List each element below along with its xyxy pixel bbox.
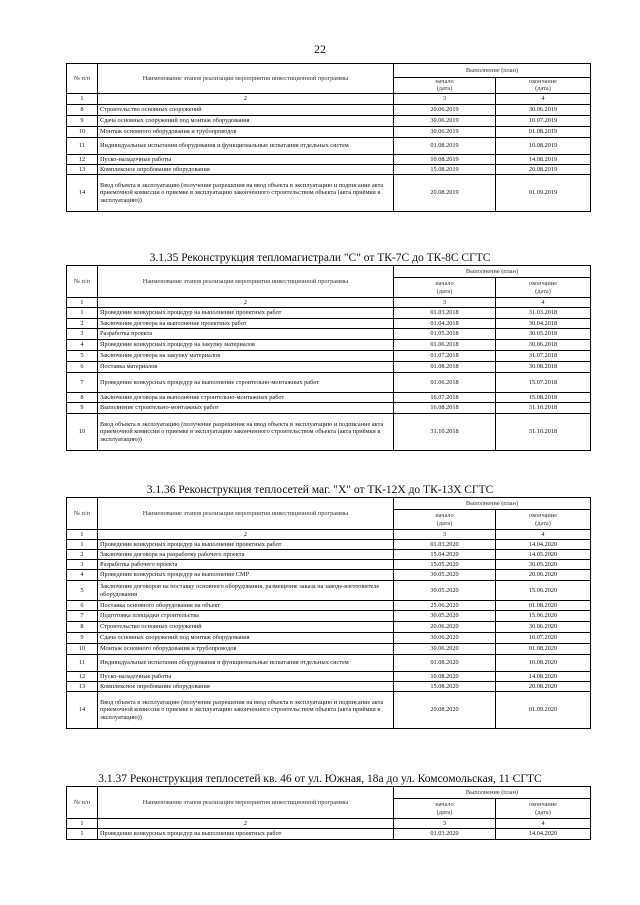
section-title: 3.1.36 Реконструкция теплосетей маг. "Х" от ТК-12Х до ТК-13Х СГТС (146, 484, 494, 496)
stage-name: Строительство основных сооружений (98, 104, 394, 115)
stage-name: Индивидуальные испытания оборудования и функциональные испытания отдельных систем (98, 655, 394, 672)
row-number: 9 (67, 633, 98, 644)
table-row (67, 622, 591, 633)
schedule-table (66, 63, 591, 212)
stage-name: Выполнение строительно-монтажных работ (98, 403, 394, 414)
column-header-name: Наименование этапов реализации мероприятия инвестиционной программы (98, 498, 394, 530)
row-number: 8 (67, 622, 98, 633)
end-date: 10.07.2019 (496, 115, 591, 126)
stage-name: Комплексное опробование оборудования (98, 682, 394, 692)
column-header-execution: Выполнение (план) (394, 787, 591, 799)
row-number: 1 (67, 829, 98, 840)
start-date: 01.06.2018 (394, 340, 496, 351)
row-number: 4 (67, 570, 98, 581)
table-row (67, 829, 591, 840)
start-date: 15.04.2020 (394, 550, 496, 560)
row-number: 10 (67, 126, 98, 137)
column-header-start-label: начало (435, 280, 454, 288)
start-date: 01.05.2018 (394, 329, 496, 340)
column-number: 4 (496, 298, 591, 308)
start-date: 25.06.2020 (394, 601, 496, 611)
column-header-date-label: (дата) (436, 808, 453, 816)
end-date: 31.10.2018 (496, 403, 591, 414)
schedule-table (66, 786, 591, 840)
column-header-date-label: (дата) (535, 287, 551, 295)
row-number: 3 (67, 329, 98, 340)
table-header-row (67, 266, 591, 278)
table-row (67, 126, 591, 137)
end-date: 30.06.2018 (496, 340, 591, 351)
column-header-num: № п/п (67, 787, 98, 819)
table-row (67, 570, 591, 581)
start-date: 30.06.2020 (394, 644, 496, 655)
end-date: 30.05.2018 (496, 329, 591, 340)
start-date: 30.05.2020 (394, 581, 496, 601)
end-date: 01.08.2020 (496, 601, 591, 611)
start-date: 01.03.2020 (394, 540, 496, 550)
end-date: 15.07.2018 (496, 373, 591, 393)
table-row (67, 581, 591, 601)
stage-name: Разработка рабочего проекта (98, 560, 394, 570)
column-number: 3 (394, 298, 496, 308)
table-row (67, 655, 591, 672)
column-number: 4 (496, 530, 591, 540)
column-number: 3 (394, 530, 496, 540)
start-date: 15.08.2019 (394, 164, 496, 174)
end-date: 10.08.2020 (496, 655, 591, 672)
start-date: 15.08.2020 (394, 682, 496, 692)
start-date: 20.06.2019 (394, 104, 496, 115)
end-date: 14.08.2019 (496, 154, 591, 164)
row-number: 2 (67, 550, 98, 560)
end-date: 10.07.2020 (496, 633, 591, 644)
table-row (67, 154, 591, 164)
stage-name: Строительство основных сооружений (98, 622, 394, 633)
start-date: 16.08.2018 (394, 403, 496, 414)
column-header-start-label: начало (435, 78, 454, 85)
table-row (67, 540, 591, 550)
section-title: 3.1.37 Реконструкция теплосетей кв. 46 от ул. Южная, 18а до ул. Комсомольская, 11 СГТС (98, 773, 542, 785)
row-number: 11 (67, 137, 98, 154)
column-header-end-label: окончание (529, 280, 557, 288)
table-row (67, 174, 591, 211)
start-date: 01.03.2020 (394, 829, 496, 840)
table-row (67, 362, 591, 373)
column-header-execution: Выполнение (план) (394, 498, 591, 510)
stage-name: Заключение договора на выполнение проектных работ (98, 319, 394, 329)
stage-name: Проведение конкурсных процедур на выполнение проектных работ (98, 540, 394, 550)
schedule-table (66, 265, 591, 451)
table-row (67, 672, 591, 682)
start-date: 30.06.2019 (394, 115, 496, 126)
end-date: 01.08.2019 (496, 126, 591, 137)
row-number: 8 (67, 393, 98, 403)
column-header-date-label: (дата) (436, 519, 453, 527)
table-row (67, 164, 591, 174)
stage-name: Сдача основных сооружений под монтаж оборудования (98, 115, 394, 126)
start-date: 01.08.2020 (394, 655, 496, 672)
column-number: 3 (394, 819, 496, 829)
stage-name: Проведение конкурсных процедур на выполнение проектных работ (98, 829, 394, 840)
stage-name: Подготовка площадки строительства (98, 611, 394, 622)
table-row (67, 403, 591, 414)
column-number: 1 (67, 93, 98, 104)
column-header-date-label: (дата) (535, 808, 551, 816)
column-number: 1 (67, 819, 98, 829)
end-date: 15.06.2020 (496, 611, 591, 622)
start-date: 01.03.2018 (394, 308, 496, 319)
stage-name: Ввод объекта в эксплуатацию (получение разрешения на ввод объекта в эксплуатацию и подписание акта приемочной комиссии о приемке в эксплуатацию законченного строительством объекта (акта приёмки в эксплуатацию)) (98, 174, 394, 211)
stage-name: Заключение договоров на поставку основного оборудования, размещение заказа на заводе-изготовителе оборудования (98, 581, 394, 601)
column-header-date-label: (дата) (535, 85, 551, 93)
column-number: 2 (98, 93, 394, 104)
column-header-end (496, 799, 591, 819)
table-row (67, 319, 591, 329)
end-date: 30.06.2020 (496, 622, 591, 633)
column-header-start (394, 510, 496, 530)
stage-name: Проведение конкурсных процедур на выполнение строительно-монтажных работ (98, 373, 394, 393)
column-header-start-label: начало (435, 801, 454, 809)
column-header-start-label: начало (435, 512, 454, 520)
row-number: 12 (67, 154, 98, 164)
page-number: 22 (314, 42, 326, 56)
table-row (67, 601, 591, 611)
column-header-num: № п/п (67, 266, 98, 298)
column-header-end (496, 510, 591, 530)
column-header-end-label: окончание (529, 78, 557, 85)
stage-name: Монтаж основного оборудования и трубопроводов (98, 126, 394, 137)
column-number: 1 (67, 298, 98, 308)
stage-name: Проведение конкурсных процедур на закупку материалов (98, 340, 394, 351)
table-row (67, 351, 591, 362)
start-date: 30.05.2020 (394, 611, 496, 622)
row-number: 13 (67, 164, 98, 174)
start-date: 01.08.2019 (394, 137, 496, 154)
row-number: 1 (67, 308, 98, 319)
table-row (67, 611, 591, 622)
stage-name: Проведение конкурсных процедур на выполнение проектных работ (98, 308, 394, 319)
start-date: 01.07.2018 (394, 351, 496, 362)
row-number: 4 (67, 340, 98, 351)
end-date: 30.08.2018 (496, 362, 591, 373)
end-date: 30.06.2019 (496, 104, 591, 115)
row-number: 10 (67, 414, 98, 451)
start-date: 30.06.2020 (394, 633, 496, 644)
column-header-end (496, 78, 591, 94)
end-date: 31.10.2018 (496, 414, 591, 451)
row-number: 6 (67, 362, 98, 373)
end-date: 15.06.2020 (496, 581, 591, 601)
end-date: 30.04.2018 (496, 319, 591, 329)
table-row (67, 329, 591, 340)
stage-name: Сдача основных сооружений под монтаж оборудования (98, 633, 394, 644)
table-header-row (67, 64, 591, 78)
end-date: 20.08.2019 (496, 164, 591, 174)
column-header-start (394, 799, 496, 819)
table-row (67, 644, 591, 655)
row-number: 9 (67, 115, 98, 126)
end-date: 20.06.2020 (496, 570, 591, 581)
start-date: 30.05.2020 (394, 570, 496, 581)
stage-name: Заключение договора на выполнение строительно-монтажных работ (98, 393, 394, 403)
start-date: 10.08.2020 (394, 672, 496, 682)
start-date: 15.05.2020 (394, 560, 496, 570)
stage-name: Ввод объекта в эксплуатацию (получение разрешения на ввод объекта в эксплуатацию и подписание акта приемочной комиссии о приемке в эксплуатацию законченного строительством объекта (акта приёмки в эксплуатацию)) (98, 414, 394, 451)
column-number-row (67, 298, 591, 308)
column-header-start (394, 278, 496, 298)
start-date: 30.06.2019 (394, 126, 496, 137)
stage-name: Поставка материалов (98, 362, 394, 373)
row-number: 5 (67, 581, 98, 601)
column-number-row (67, 819, 591, 829)
row-number: 1 (67, 540, 98, 550)
start-date: 10.08.2019 (394, 154, 496, 164)
column-number: 3 (394, 93, 496, 104)
end-date: 14.08.2020 (496, 672, 591, 682)
stage-name: Поставка основного оборудования на объект (98, 601, 394, 611)
table-row (67, 550, 591, 560)
column-number: 1 (67, 530, 98, 540)
column-number: 2 (98, 298, 394, 308)
column-number: 4 (496, 93, 591, 104)
table-row (67, 373, 591, 393)
end-date: 14.04.2020 (496, 829, 591, 840)
end-date: 10.08.2019 (496, 137, 591, 154)
section-title: 3.1.35 Реконструкция тепломагистрали "С" от ТК-7С до ТК-8С СГТС (149, 252, 491, 264)
end-date: 30.05.2020 (496, 560, 591, 570)
column-number-row (67, 93, 591, 104)
column-header-date-label: (дата) (535, 519, 551, 527)
end-date: 01.09.2020 (496, 692, 591, 729)
table-row (67, 633, 591, 644)
start-date: 16.07.2018 (394, 393, 496, 403)
row-number: 14 (67, 692, 98, 729)
start-date: 01.08.2018 (394, 362, 496, 373)
column-header-start (394, 78, 496, 94)
column-header-execution: Выполнение (план) (394, 266, 591, 278)
column-header-date-label: (дата) (436, 287, 453, 295)
table-row (67, 692, 591, 729)
column-header-name: Наименование этапов реализации мероприятия инвестиционной программы (98, 64, 394, 94)
stage-name: Комплексное опробование оборудования (98, 164, 394, 174)
column-header-execution: Выполнение (план) (394, 64, 591, 78)
end-date: 14.04.2020 (496, 540, 591, 550)
row-number: 11 (67, 655, 98, 672)
stage-name: Пуско-наладочные работы (98, 154, 394, 164)
row-number: 14 (67, 174, 98, 211)
stage-name: Заключение договора на закупку материалов (98, 351, 394, 362)
row-number: 5 (67, 351, 98, 362)
stage-name: Пуско-наладочные работы (98, 672, 394, 682)
end-date: 14.05.2020 (496, 550, 591, 560)
table-row (67, 560, 591, 570)
stage-name: Монтаж основного оборудования и трубопроводов (98, 644, 394, 655)
stage-name: Ввод объекта в эксплуатацию (получение разрешения на ввод объекта в эксплуатацию и подписание акта приемочной комиссии о приемке в эксплуатацию законченного строительством объекта (акта приёмки в эксплуатацию)) (98, 692, 394, 729)
start-date: 01.06.2018 (394, 373, 496, 393)
table-row (67, 340, 591, 351)
column-header-end-label: окончание (529, 801, 557, 809)
start-date: 20.06.2020 (394, 622, 496, 633)
table-row (67, 414, 591, 451)
row-number: 6 (67, 601, 98, 611)
row-number: 2 (67, 319, 98, 329)
column-header-num: № п/п (67, 64, 98, 94)
column-header-date-label: (дата) (436, 85, 453, 93)
table-header-row (67, 787, 591, 799)
row-number: 7 (67, 611, 98, 622)
end-date: 01.08.2020 (496, 644, 591, 655)
stage-name: Индивидуальные испытания оборудования и функциональные испытания отдельных систем (98, 137, 394, 154)
column-number: 2 (98, 819, 394, 829)
row-number: 7 (67, 373, 98, 393)
column-number: 4 (496, 819, 591, 829)
table-row (67, 682, 591, 692)
start-date: 01.04.2018 (394, 319, 496, 329)
row-number: 3 (67, 560, 98, 570)
end-date: 31.03.2018 (496, 308, 591, 319)
table-row (67, 115, 591, 126)
column-header-end (496, 278, 591, 298)
start-date: 20.08.2020 (394, 692, 496, 729)
schedule-table (66, 497, 591, 729)
stage-name: Проведение конкурсных процедур на выполнение СМР (98, 570, 394, 581)
row-number: 8 (67, 104, 98, 115)
end-date: 15.08.2018 (496, 393, 591, 403)
column-header-num: № п/п (67, 498, 98, 530)
column-number-row (67, 530, 591, 540)
row-number: 9 (67, 403, 98, 414)
table-header-row (67, 498, 591, 510)
column-header-end-label: окончание (529, 512, 557, 520)
end-date: 31.07.2018 (496, 351, 591, 362)
end-date: 01.09.2019 (496, 174, 591, 211)
row-number: 12 (67, 672, 98, 682)
table-row (67, 393, 591, 403)
row-number: 10 (67, 644, 98, 655)
column-number: 2 (98, 530, 394, 540)
stage-name: Разработка проекта (98, 329, 394, 340)
table-row (67, 137, 591, 154)
start-date: 31.10.2018 (394, 414, 496, 451)
table-row (67, 308, 591, 319)
stage-name: Заключение договора на разработку рабочего проекта (98, 550, 394, 560)
start-date: 20.08.2019 (394, 174, 496, 211)
column-header-name: Наименование этапов реализации мероприятия инвестиционной программы (98, 787, 394, 819)
row-number: 13 (67, 682, 98, 692)
end-date: 20.08.2020 (496, 682, 591, 692)
column-header-name: Наименование этапов реализации мероприятия инвестиционной программы (98, 266, 394, 298)
table-row (67, 104, 591, 115)
